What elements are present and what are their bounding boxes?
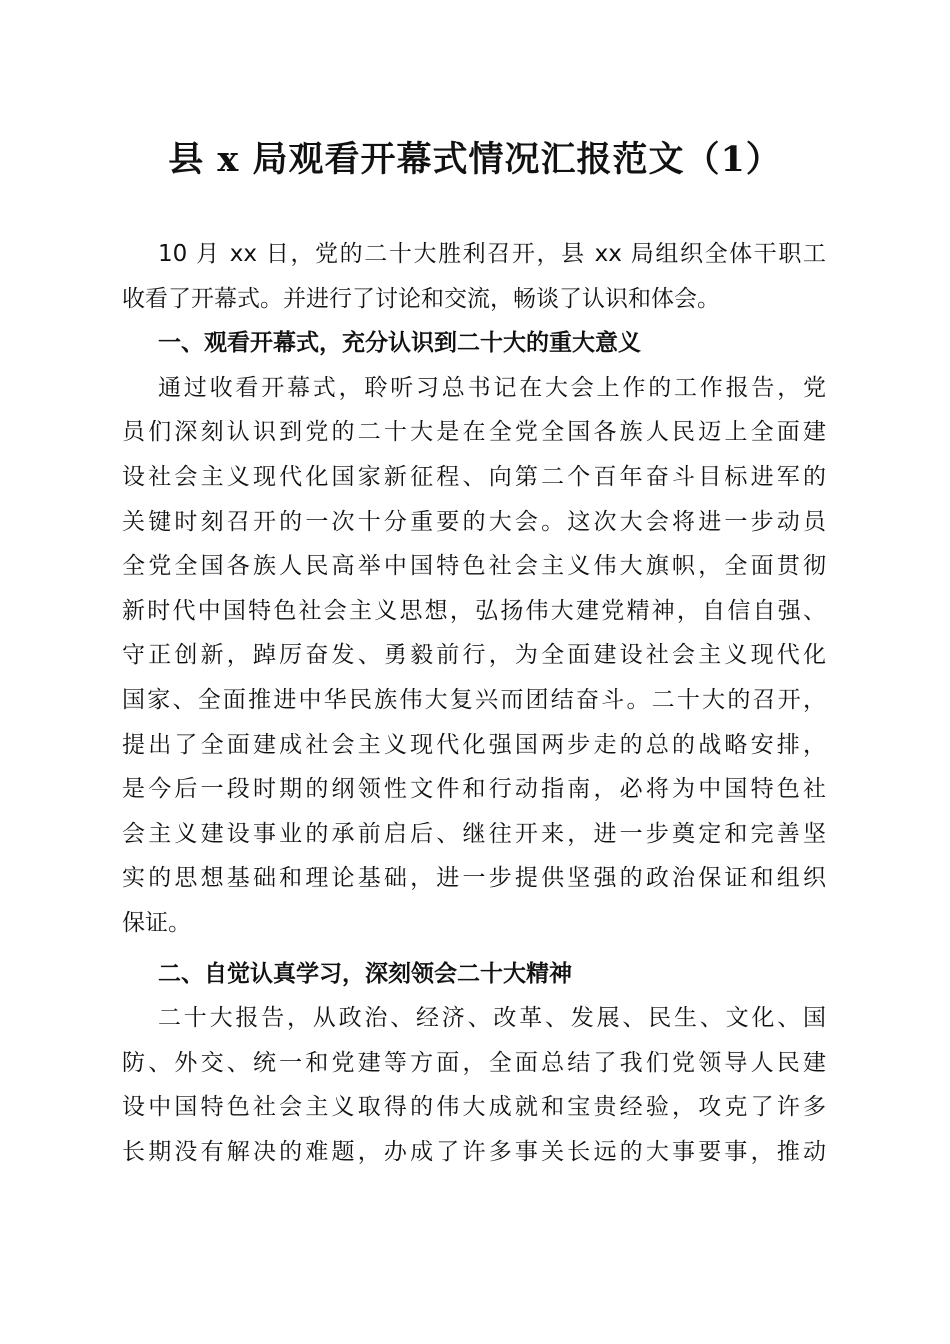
paragraph-line: 新时代中国特色社会主义思想，弘扬伟大建党精神，自信自强、 <box>122 597 826 624</box>
document-body <box>122 232 826 1174</box>
paragraph-line: 是今后一段时期的纲领性文件和行动指南，必将为中国特色社 <box>122 776 826 803</box>
intro-line: 10 月 xx 日，党的二十大胜利召开，县 xx 局组织全体干职工 <box>158 241 826 267</box>
paragraph-line: 二十大报告，从政治、经济、改革、发展、民生、文化、国 <box>158 1005 826 1032</box>
paragraph-line: 守正创新，踔厉奋发、勇毅前行，为全面建设社会主义现代化 <box>122 642 826 669</box>
paragraph-line: 保证。 <box>122 909 191 936</box>
intro-line: 收看了开幕式。并进行了讨论和交流，畅谈了认识和体会。 <box>122 285 720 312</box>
paragraph-line: 防、外交、统一和党建等方面，全面总结了我们党领导人民建 <box>122 1049 826 1076</box>
paragraph-line: 会主义建设事业的承前启后、继往开来，进一步奠定和完善坚 <box>122 820 826 847</box>
paragraph-line: 全党全国各族人民高举中国特色社会主义伟大旗帜，全面贯彻 <box>122 553 826 580</box>
paragraph-line: 实的思想基础和理论基础，进一步提供坚强的政治保证和组织 <box>122 865 826 892</box>
document-title: 县 x 局观看开幕式情况汇报范文（1） <box>168 139 782 180</box>
paragraph-line: 关键时刻召开的一次十分重要的大会。这次大会将进一步动员 <box>122 508 826 535</box>
paragraph-line: 长期没有解决的难题，办成了许多事关长远的大事要事，推动 <box>122 1138 826 1165</box>
section-heading-2: 二、自觉认真学习，深刻领会二十大精神 <box>158 960 572 987</box>
paragraph-line: 国家、全面推进中华民族伟大复兴而团结奋斗。二十大的召开， <box>122 686 826 713</box>
paragraph-line: 设社会主义现代化国家新征程、向第二个百年奋斗目标进军的 <box>122 463 826 490</box>
paragraph-line: 通过收看开幕式，聆听习总书记在大会上作的工作报告，党 <box>158 374 826 401</box>
paragraph-line: 员们深刻认识到党的二十大是在全党全国各族人民迈上全面建 <box>122 419 826 446</box>
paragraph-line: 设中国特色社会主义取得的伟大成就和宝贵经验，攻克了许多 <box>122 1094 826 1121</box>
paragraph-line: 提出了全面建成社会主义现代化强国两步走的总的战略安排， <box>122 731 826 758</box>
section-heading-1: 一、观看开幕式，充分认识到二十大的重大意义 <box>158 330 641 357</box>
